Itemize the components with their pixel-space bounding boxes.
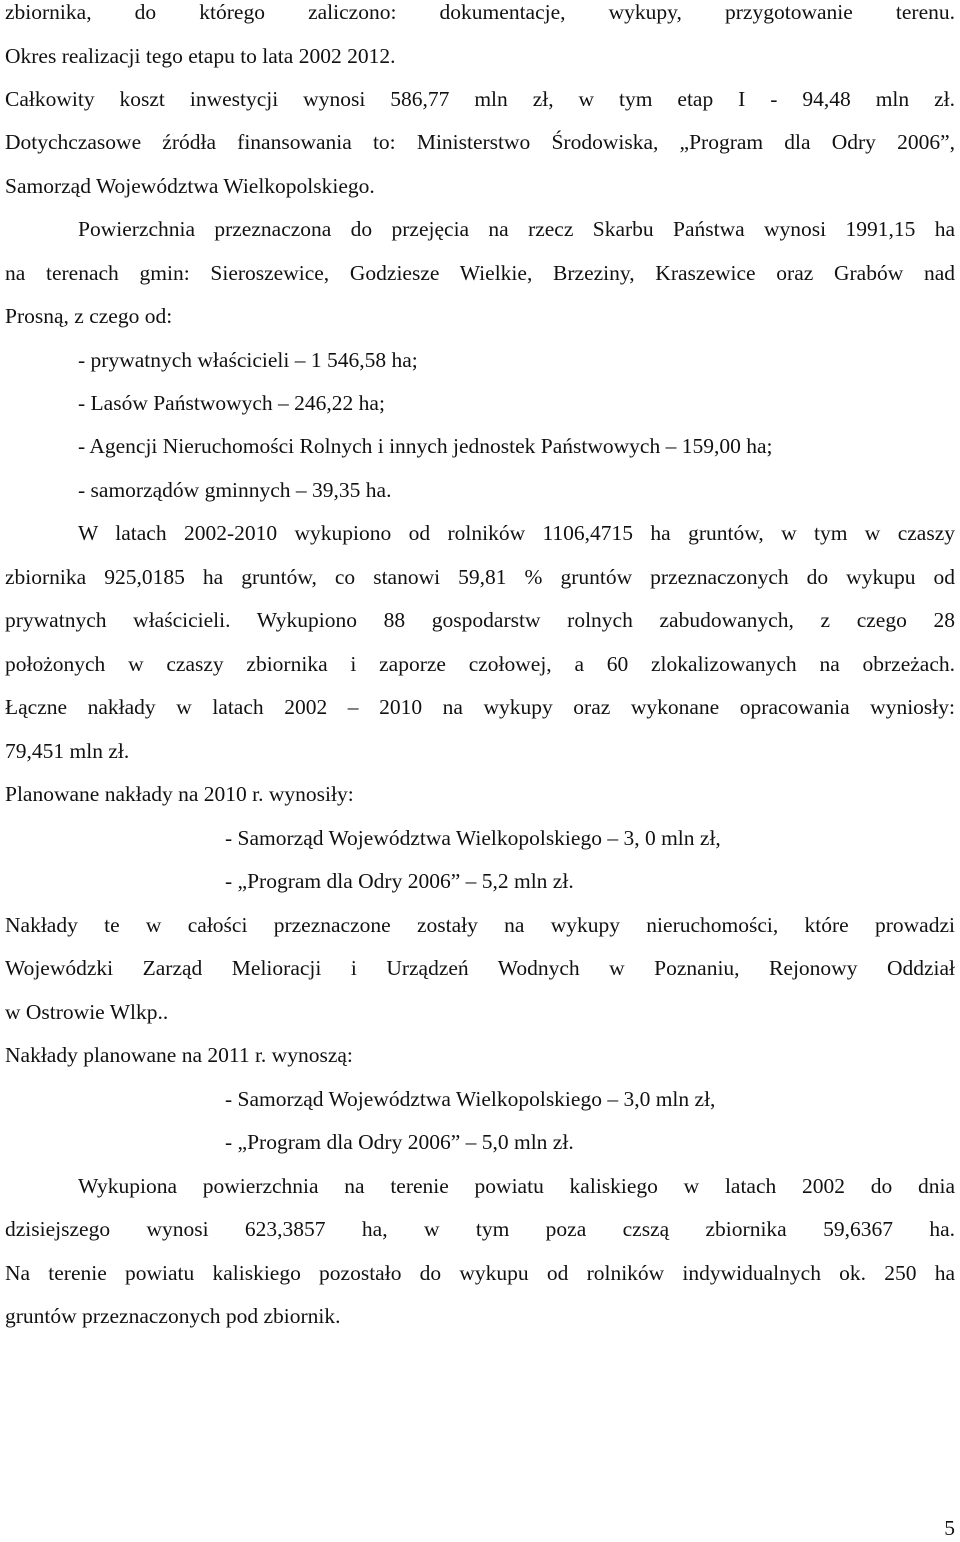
text-line: położonych w czaszy zbiornika i zaporze czołowej, a 60 zlokalizowanych na obrzeżach. <box>5 652 955 676</box>
list-item: - samorządów gminnych – 39,35 ha. <box>78 478 392 502</box>
text-line: 79,451 mln zł. <box>5 739 130 763</box>
text-line: Na terenie powiatu kaliskiego pozostało do wykupu od rolników indywidualnych ok. 250 ha <box>5 1261 955 1285</box>
text-line: Samorząd Województwa Wielkopolskiego. <box>5 174 375 198</box>
text-line: Okres realizacji tego etapu to lata 2002 2012. <box>5 44 396 68</box>
list-item: - prywatnych właścicieli – 1 546,58 ha; <box>78 348 418 372</box>
text-line: Łączne nakłady w latach 2002 – 2010 na wykupy oraz wykonane opracowania wyniosły: <box>5 695 955 719</box>
text-line: gruntów przeznaczonych pod zbiornik. <box>5 1304 341 1328</box>
text-line: w Ostrowie Wlkp.. <box>5 1000 169 1024</box>
page-number: 5 <box>944 1516 955 1540</box>
text-line: dzisiejszego wynosi 623,3857 ha, w tym poza czszą zbiornika 59,6367 ha. <box>5 1217 955 1241</box>
text-line: Wojewódzki Zarząd Melioracji i Urządzeń Wodnych w Poznaniu, Rejonowy Oddział <box>5 956 955 980</box>
text-line: zbiornika 925,0185 ha gruntów, co stanowi 59,81 % gruntów przeznaczonych do wykupu od <box>5 565 955 589</box>
text-line: Wykupiona powierzchnia na terenie powiatu kaliskiego w latach 2002 do dnia <box>78 1174 955 1198</box>
text-line: Nakłady planowane na 2011 r. wynoszą: <box>5 1043 353 1067</box>
text-line: prywatnych właścicieli. Wykupiono 88 gospodarstw rolnych zabudowanych, z czego 28 <box>5 608 955 632</box>
list-item: - Samorząd Województwa Wielkopolskiego – 3,0 mln zł, <box>225 1087 716 1111</box>
text-line: zbiornika, do którego zaliczono: dokumentacje, wykupy, przygotowanie terenu. <box>5 0 955 24</box>
text-line: Prosną, z czego od: <box>5 304 173 328</box>
text-line: Dotychczasowe źródła finansowania to: Ministerstwo Środowiska, „Program dla Odry 2006”, <box>5 130 955 154</box>
text-line: W latach 2002-2010 wykupiono od rolników 1106,4715 ha gruntów, w tym w czaszy <box>78 521 955 545</box>
list-item: - Samorząd Województwa Wielkopolskiego – 3, 0 mln zł, <box>225 826 721 850</box>
list-item: - „Program dla Odry 2006” – 5,0 mln zł. <box>225 1130 574 1154</box>
list-item: - Lasów Państwowych – 246,22 ha; <box>78 391 385 415</box>
text-line: na terenach gmin: Sieroszewice, Godziesze Wielkie, Brzeziny, Kraszewice oraz Grabów nad <box>5 261 955 285</box>
text-line: Całkowity koszt inwestycji wynosi 586,77 mln zł, w tym etap I - 94,48 mln zł. <box>5 87 955 111</box>
text-line: Planowane nakłady na 2010 r. wynosiły: <box>5 782 354 806</box>
list-item: - Agencji Nieruchomości Rolnych i innych jednostek Państwowych – 159,00 ha; <box>78 434 773 458</box>
text-line: Nakłady te w całości przeznaczone zostały na wykupy nieruchomości, które prowadzi <box>5 913 955 937</box>
text-line: Powierzchnia przeznaczona do przejęcia na rzecz Skarbu Państwa wynosi 1991,15 ha <box>78 217 955 241</box>
list-item: - „Program dla Odry 2006” – 5,2 mln zł. <box>225 869 574 893</box>
